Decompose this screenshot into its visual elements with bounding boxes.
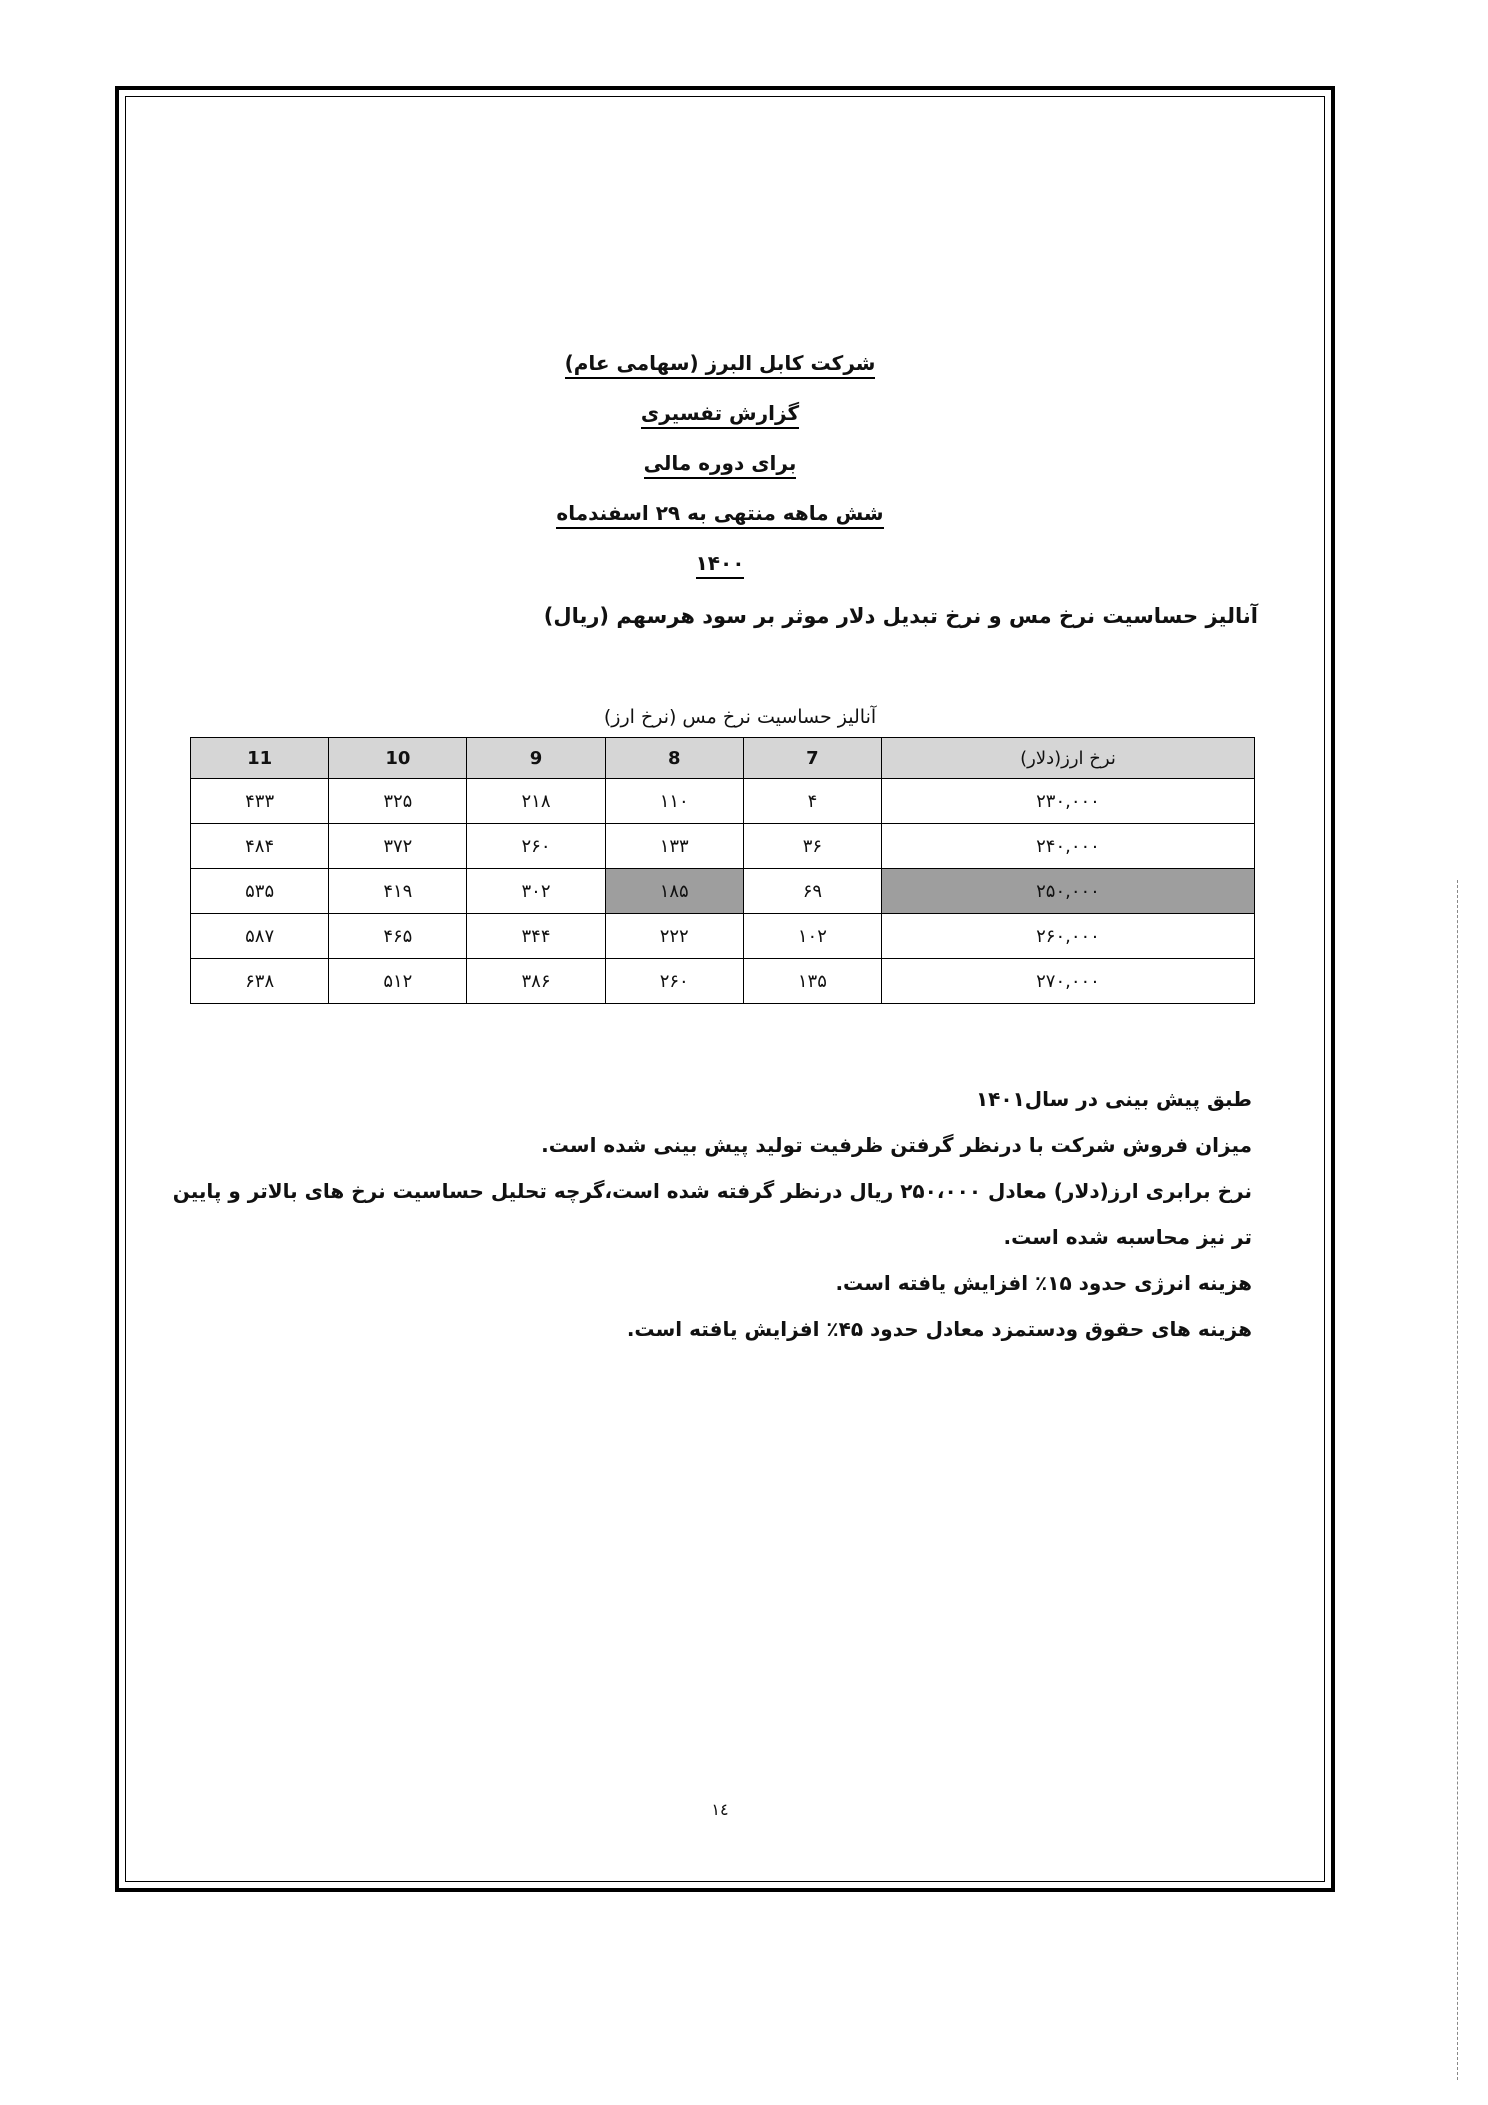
report-header <box>540 338 900 575</box>
section-heading: آنالیز حساسیت نرخ مس و نرخ تبدیل دلار موثر بر سود هرسهم (ریال) <box>543 604 1258 628</box>
rate-column-header: نرخ ارز(دلار) <box>882 738 1255 779</box>
table-cell: ۱۱۰ <box>605 779 743 824</box>
table-cell: ۳۴۴ <box>467 914 605 959</box>
table-cell: ۶۳۸ <box>191 959 329 1004</box>
table-caption: آنالیز حساسیت نرخ مس (نرخ ارز) <box>603 706 877 728</box>
report-type: گزارش تفسیری <box>641 401 799 429</box>
column-header: 8 <box>605 738 743 779</box>
table-cell: ۳۶ <box>743 824 881 869</box>
table-cell: ۴۶۵ <box>329 914 467 959</box>
sales-paragraph: میزان فروش شرکت با درنظر گرفتن ظرفیت تولید پیش بینی شده است. <box>541 1133 1252 1157</box>
table-row <box>191 779 1255 824</box>
table-cell: ۵۸۷ <box>191 914 329 959</box>
table-cell: ۵۳۵ <box>191 869 329 914</box>
table-cell: ۴۳۳ <box>191 779 329 824</box>
table-header-row <box>191 738 1255 779</box>
page-number: ١٤ <box>711 1800 729 1819</box>
table-cell: ۱۳۳ <box>605 824 743 869</box>
energy-cost-paragraph: هزینه انرژی حدود ۱۵٪ افزایش یافته است. <box>835 1271 1252 1295</box>
table-cell-highlighted: ۱۸۵ <box>605 869 743 914</box>
sensitivity-table <box>190 737 1255 1004</box>
column-header: 9 <box>467 738 605 779</box>
table-cell: ۲۶۰ <box>605 959 743 1004</box>
column-header: 10 <box>329 738 467 779</box>
table-cell: ۱۰۲ <box>743 914 881 959</box>
table-cell: ۳۰۲ <box>467 869 605 914</box>
column-header: 7 <box>743 738 881 779</box>
exchange-rate-paragraph: نرخ برابری ارز(دلار) معادل ۲۵۰،۰۰۰ ریال درنظر گرفته شده است،گرچه تحلیل حساسیت نرخ های بالاتر و پایین تر نیز محاسبه شده است. <box>172 1179 1252 1249</box>
table-row <box>191 959 1255 1004</box>
rate-cell: ۲۷۰,۰۰۰ <box>882 959 1255 1004</box>
period-dates: شش ماهه منتهی به ۲۹ اسفندماه ۱۴۰۰ <box>556 501 883 579</box>
table-row-highlighted <box>191 869 1255 914</box>
table-cell: ۴۸۴ <box>191 824 329 869</box>
table-cell: ۴ <box>743 779 881 824</box>
rate-cell: ۲۴۰,۰۰۰ <box>882 824 1255 869</box>
forecast-title: طبق پیش بینی در سال۱۴۰۱ <box>975 1087 1252 1111</box>
scan-edge-line <box>1457 880 1458 2080</box>
column-header: 11 <box>191 738 329 779</box>
rate-cell: ۲۳۰,۰۰۰ <box>882 779 1255 824</box>
table-row <box>191 824 1255 869</box>
table-row <box>191 914 1255 959</box>
rate-cell-highlighted: ۲۵۰,۰۰۰ <box>882 869 1255 914</box>
period-label: برای دوره مالی <box>644 451 797 479</box>
table-cell: ۴۱۹ <box>329 869 467 914</box>
wages-cost-paragraph: هزینه های حقوق ودستمزد معادل حدود ۴۵٪ افزایش یافته است. <box>626 1317 1252 1341</box>
table-cell: ۵۱۲ <box>329 959 467 1004</box>
company-name: شرکت کابل البرز (سهامی عام) <box>565 351 876 379</box>
table-cell: ۶۹ <box>743 869 881 914</box>
body-text <box>170 1076 1252 1352</box>
table-cell: ۳۷۲ <box>329 824 467 869</box>
rate-cell: ۲۶۰,۰۰۰ <box>882 914 1255 959</box>
table-cell: ۱۳۵ <box>743 959 881 1004</box>
table-cell: ۳۸۶ <box>467 959 605 1004</box>
table-cell: ۲۲۲ <box>605 914 743 959</box>
table-cell: ۲۶۰ <box>467 824 605 869</box>
table-cell: ۳۲۵ <box>329 779 467 824</box>
table-cell: ۲۱۸ <box>467 779 605 824</box>
